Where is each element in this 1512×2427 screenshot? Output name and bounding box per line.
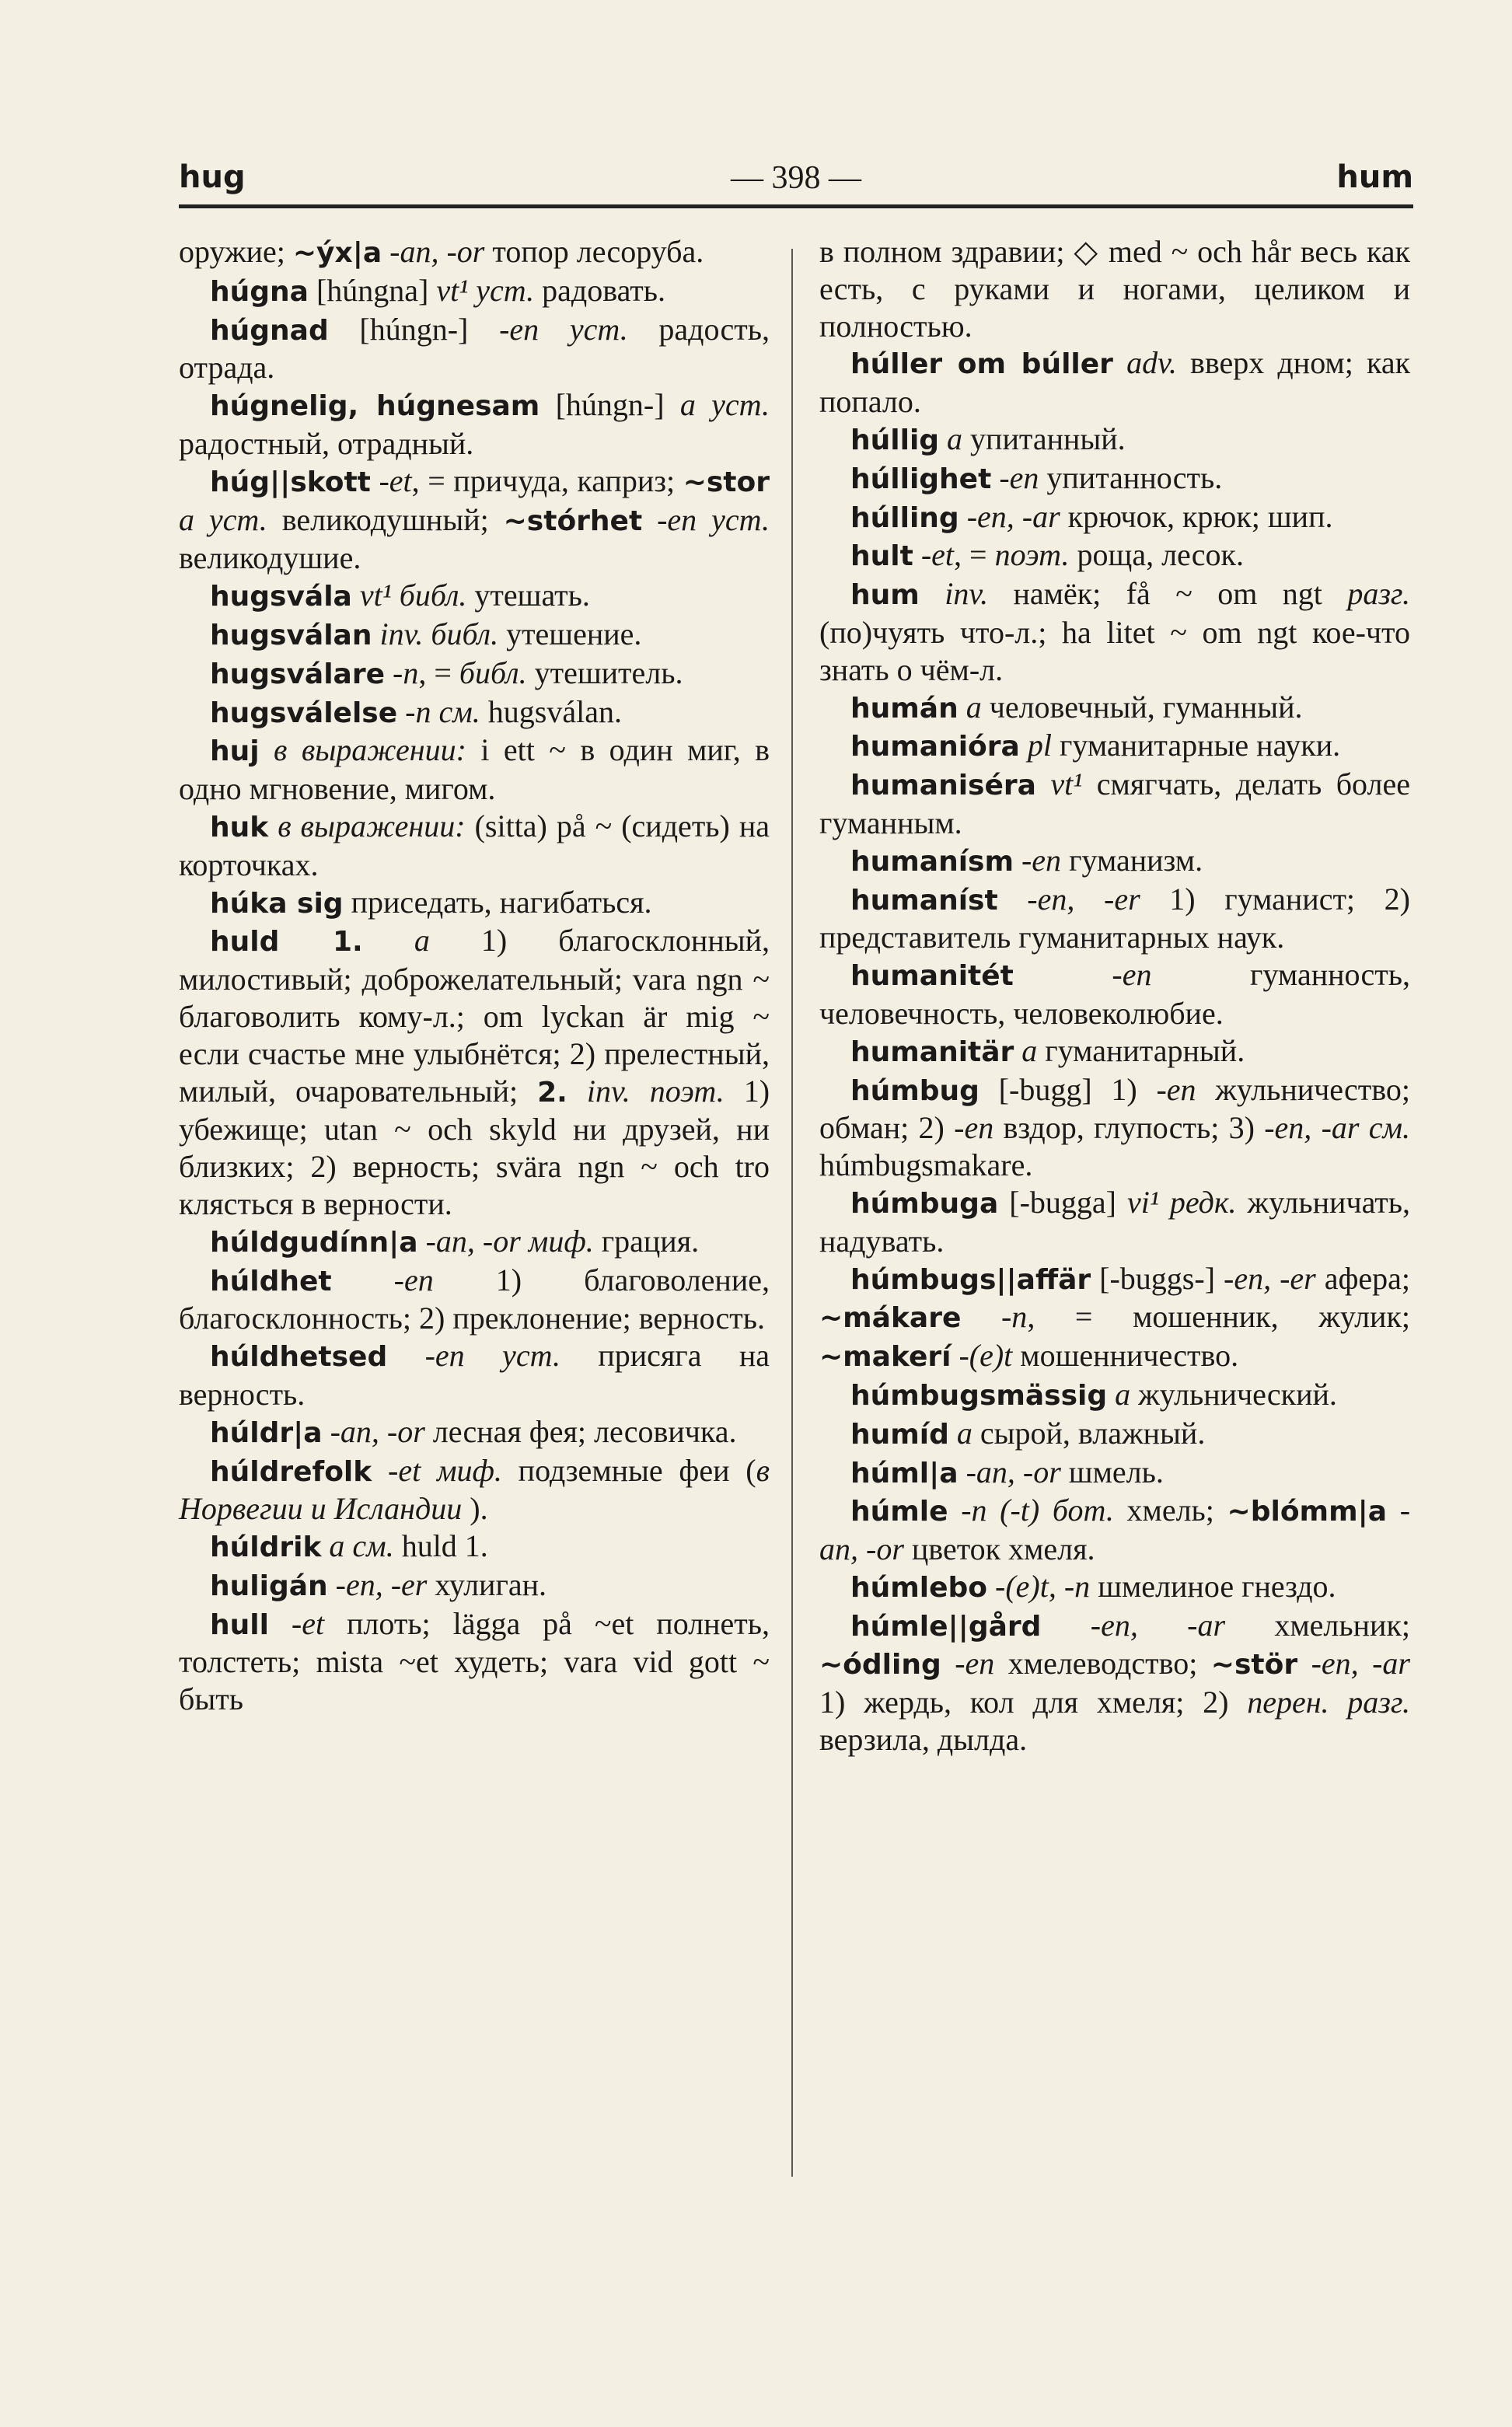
grammar-note: -an, -or [819, 1493, 1411, 1567]
entry-text: [húngna] [308, 272, 437, 308]
entry-text [1014, 843, 1021, 878]
entry-text [268, 808, 278, 843]
grammar-note: inv. библ. [379, 616, 499, 651]
headword: húg||skott [210, 466, 371, 498]
dictionary-entry [179, 655, 770, 693]
grammar-note: vi¹ редк. [1126, 1184, 1237, 1220]
headword: ~stör [1210, 1649, 1298, 1681]
entry-text [321, 1528, 329, 1563]
dictionary-entry [819, 689, 1410, 728]
grammar-note: -(e)t [959, 1338, 1013, 1374]
entry-text [991, 460, 999, 495]
grammar-note: -en уст. [657, 501, 770, 537]
header-rule [179, 204, 1413, 208]
entry-text: человечный, гуманный. [981, 689, 1303, 725]
entry-text [939, 421, 947, 456]
entry-text [961, 1299, 1001, 1334]
entry-text [949, 1416, 957, 1451]
grammar-note: -en [1112, 957, 1152, 993]
entry-text: , = причуда, каприз; [411, 463, 683, 498]
entry-text: hugsválan. [480, 693, 622, 729]
entry-text: присяга на верность. [179, 1338, 770, 1412]
dictionary-entry [819, 1071, 1410, 1184]
entry-text [959, 1454, 966, 1489]
entry-text: хулиган. [427, 1566, 547, 1602]
dictionary-entry [179, 616, 770, 655]
entry-text: [húngn-] [540, 387, 680, 423]
entry-text: намёк; få ~ om ngt [988, 576, 1348, 612]
grammar-note: -et [920, 537, 954, 573]
entry-text: хмельник; [1225, 1607, 1410, 1643]
dictionary-entry [179, 1223, 770, 1262]
grammar-note: -en, -ar [966, 498, 1060, 534]
dictionary-entry [819, 956, 1410, 1032]
grammar-note: -en, -ar [1090, 1607, 1226, 1643]
dictionary-entry [179, 577, 770, 616]
headword: ~makerí [819, 1341, 952, 1374]
entry-text [1387, 1493, 1400, 1528]
dictionary-entry [819, 344, 1410, 421]
entry-text [920, 576, 945, 611]
entry-text: [-bugga] [998, 1184, 1127, 1220]
grammar-note: a [1021, 1032, 1038, 1068]
grammar-note: -en, -er [1224, 1260, 1316, 1296]
entry-text: huld 1. [393, 1528, 488, 1564]
entry-text [372, 616, 379, 651]
entry-text: смягчать, делать более гуманным. [819, 767, 1410, 840]
entry-text [567, 1074, 587, 1109]
grammar-note: -en, -ar см. [1264, 1110, 1411, 1146]
headword: húgnad [210, 314, 329, 347]
headword: húllig [850, 424, 940, 456]
column-divider [791, 249, 793, 2177]
grammar-note: перен. разг. [1247, 1685, 1410, 1720]
dictionary-entry [179, 732, 770, 808]
grammar-note: -et [291, 1605, 325, 1641]
entry-text: ). [462, 1491, 488, 1527]
headword: humanitét [850, 960, 1014, 993]
entry-text [269, 1606, 292, 1641]
headword: hum [850, 579, 920, 612]
entry-text [941, 1646, 955, 1681]
entry-text [385, 655, 393, 690]
entry-text: крючок, крюк; шип. [1060, 498, 1333, 534]
entry-text: 1) благосклонный, милостивый; доброжелательный; vara ngn ~ благоволить кому-л.; om lyckan är mig ~ если счастье мне улыбнётся; 2) прелестный, милый, очаровательный; [179, 923, 770, 1109]
grammar-note: -an, -or [966, 1454, 1061, 1489]
entry-text: утешитель. [526, 655, 683, 690]
headword: ~stórhet [503, 505, 643, 537]
headword: humanitär [850, 1035, 1014, 1068]
entry-text: шмелиное гнездо. [1090, 1568, 1336, 1604]
headword: humaniséra [850, 770, 1036, 802]
grammar-note: a [966, 689, 982, 725]
entry-text: гуманность, человечность, человеколюбие. [819, 957, 1410, 1031]
headword: húldhetsed [210, 1341, 388, 1374]
entry-text: húmbugsmakare. [819, 1147, 1033, 1183]
grammar-note: a [956, 1415, 972, 1451]
dictionary-entry [819, 1492, 1410, 1568]
grammar-note: -n см. [405, 693, 480, 729]
grammar-note: vt¹ уст. [436, 272, 535, 308]
entry-text: оружие; [179, 234, 293, 269]
entry-text [1297, 1646, 1311, 1681]
headword: humán [850, 692, 959, 725]
entry-text [323, 1414, 330, 1449]
headword: huj [210, 735, 260, 768]
entry-text: великодушие. [179, 540, 361, 576]
dictionary-entry [819, 842, 1410, 881]
entry-text [959, 690, 966, 725]
grammar-note: adv. [1126, 345, 1177, 381]
dictionary-entry [819, 1454, 1410, 1493]
dictionary-entry [179, 922, 770, 1222]
headword: húmbug [850, 1074, 979, 1107]
grammar-note: -en [999, 459, 1039, 495]
headword: húmbugs||affär [850, 1263, 1091, 1296]
entry-text [948, 1493, 962, 1528]
grammar-note: -en [1021, 842, 1062, 878]
entry-text: радовать. [534, 272, 666, 308]
grammar-note: в Норвегии и Исландии [179, 1452, 770, 1527]
grammar-note: -an, -or [389, 234, 485, 269]
left-column [179, 233, 770, 1718]
dictionary-entry [179, 693, 770, 732]
headword: húllighet [850, 463, 992, 495]
entry-text: гуманитарные науки. [1051, 728, 1341, 763]
grammar-note: разг. [1347, 576, 1411, 612]
dictionary-entry [179, 884, 770, 923]
entry-text: лесная фея; лесовичка. [424, 1413, 737, 1449]
entry-text [418, 1224, 426, 1259]
entry-text: 1) благоволение, благосклонность; 2) преклонение; верность. [179, 1262, 770, 1336]
header-right-guideword: hum [1336, 159, 1413, 195]
headword: húmbuga [850, 1187, 999, 1220]
dictionary-entry [179, 233, 770, 272]
dictionary-entry [819, 1415, 1410, 1454]
entry-text: , = [418, 655, 459, 690]
grammar-note: -en, -ar [1311, 1646, 1410, 1681]
headword: húller om búller [850, 348, 1113, 381]
grammar-note: -et [379, 463, 412, 498]
entry-text: цветок хмеля. [903, 1531, 1095, 1567]
entry-text: вздор, глупость; 3) [993, 1110, 1265, 1146]
dictionary-entry [819, 1032, 1410, 1071]
grammar-note: a уст. [179, 501, 267, 537]
headword: húldrefolk [210, 1455, 372, 1488]
grammar-note: -n [1000, 1299, 1028, 1335]
entry-text: в полном здравии; ◇ med ~ och hår весь как есть, с руками и ногами, целиком и полностью. [819, 234, 1410, 344]
entry-text: мошенничество. [1012, 1338, 1239, 1374]
dictionary-entry [179, 311, 770, 387]
headword: humanióra [850, 731, 1020, 763]
entry-text [382, 234, 389, 269]
grammar-note: -n (-t) бот. [961, 1493, 1114, 1528]
headword: hugsválelse [210, 697, 398, 729]
entry-text: роща, лесок. [1069, 537, 1244, 573]
headword: húgna [210, 275, 309, 308]
dictionary-entry [819, 575, 1410, 688]
headword: hult [850, 540, 913, 573]
entry-text: гуманизм. [1061, 842, 1203, 878]
dictionary-entry [179, 1528, 770, 1566]
right-column [819, 233, 1410, 1758]
entry-text [352, 578, 360, 613]
entry-text: упитанный. [962, 421, 1126, 456]
headword: húldhet [210, 1265, 332, 1297]
grammar-note: -en [393, 1262, 434, 1297]
dictionary-entry [819, 1568, 1410, 1607]
entry-text: , = [954, 537, 995, 573]
entry-text [913, 537, 921, 572]
headword: ~mákare [819, 1302, 962, 1335]
entry-text: жульничать, надувать. [819, 1184, 1411, 1259]
entry-text: [húngn-] [328, 311, 500, 347]
entry-text: приседать, нагибаться. [343, 884, 652, 920]
dictionary-entry [819, 881, 1410, 957]
grammar-note: vt¹ [1050, 767, 1083, 802]
entry-text: сырой, влажный. [972, 1415, 1206, 1451]
headword: huligán [210, 1570, 328, 1602]
entry-text: (по)чуять что-л.; ha litet ~ om ngt кое-что знать о чём-л. [819, 614, 1410, 687]
headword: húldr|a [210, 1416, 323, 1449]
entry-text [959, 499, 967, 534]
entry-text [1014, 1033, 1021, 1068]
headword: ~blómm|a [1227, 1496, 1388, 1528]
dictionary-entry [179, 463, 770, 577]
entry-text: упитанность. [1039, 459, 1223, 495]
entry-text: 1) гуманист; 2) представитель гуманитарных наук. [819, 881, 1410, 955]
dictionary-entry [819, 1607, 1410, 1758]
entry-text: великодушный; [267, 501, 504, 537]
grammar-note: -en уст. [424, 1338, 560, 1374]
entry-text [328, 1567, 336, 1602]
dictionary-entry [819, 1376, 1410, 1415]
entry-text: вверх дном; как попало. [819, 345, 1411, 420]
dictionary-entry [819, 498, 1410, 537]
headword: ~ódling [819, 1649, 941, 1681]
page-header [179, 159, 1413, 206]
entry-text: [-bugg] 1) [979, 1071, 1157, 1107]
dictionary-entry [819, 536, 1410, 575]
dictionary-entry [179, 1566, 770, 1605]
entry-text: утешать. [466, 578, 590, 613]
dictionary-entry [179, 1452, 770, 1528]
headword: huk [210, 811, 269, 843]
grammar-note: pl [1027, 728, 1052, 763]
grammar-note: библ. [459, 655, 527, 690]
dictionary-entry [179, 808, 770, 884]
entry-text: , = мошенник, жулик; [1027, 1299, 1410, 1335]
entry-text [260, 732, 274, 767]
entry-text [998, 882, 1028, 917]
dictionary-entry [179, 386, 770, 463]
entry-text: жульнический. [1130, 1376, 1337, 1412]
dictionary-entry [179, 1337, 770, 1413]
entry-text: жульничество; обман; 2) [819, 1071, 1410, 1146]
entry-text [372, 1453, 388, 1488]
grammar-note: -en, -er [1027, 881, 1140, 917]
dictionary-entry [819, 459, 1410, 498]
grammar-note: a уст. [679, 387, 770, 423]
entry-text [397, 694, 405, 729]
headword: húldgudínn|a [210, 1226, 418, 1259]
entry-text: (sitta) på ~ (сидеть) на корточках. [179, 808, 770, 882]
headword: humanísm [850, 845, 1014, 878]
grammar-note: в выражении: [274, 732, 466, 768]
entry-text: хмелеводство; [994, 1646, 1211, 1681]
headword: hull [210, 1608, 269, 1641]
headword: húgnelig, húgnesam [210, 390, 540, 423]
entry-text [387, 1338, 424, 1373]
grammar-note: a [1115, 1376, 1131, 1412]
dictionary-entry [819, 233, 1410, 344]
grammar-note: a [414, 923, 430, 959]
grammar-note: -(e)t, -n [995, 1568, 1091, 1604]
grammar-note: поэт. [994, 537, 1070, 573]
entry-text: шмель. [1060, 1454, 1164, 1489]
entry-text [1020, 728, 1028, 763]
entry-text: хмель; [1113, 1493, 1227, 1528]
grammar-note: -en, -er [335, 1566, 428, 1602]
dictionary-entry [179, 1413, 770, 1452]
grammar-note: -en [954, 1110, 994, 1146]
headword: húmlebo [850, 1571, 988, 1604]
grammar-note: vt¹ библ. [359, 578, 467, 613]
headword: húmbugsmässig [850, 1379, 1108, 1412]
dictionary-entry [179, 272, 770, 311]
entry-text [987, 1569, 995, 1604]
entry-text [1036, 767, 1051, 801]
entry-text: плоть; lägga på ~et полнеть, толстеть; mista ~et худеть; vara vid gott ~ быть [179, 1605, 770, 1717]
entry-text: [-buggs-] [1091, 1260, 1224, 1296]
dictionary-entry [179, 1262, 770, 1338]
dictionary-entry [819, 1184, 1410, 1260]
dictionary-entry [179, 1605, 770, 1718]
headword: húlling [850, 501, 959, 534]
entry-text [642, 502, 657, 537]
page-number: — 398 — [731, 160, 861, 196]
grammar-note: inv. [945, 576, 989, 612]
entry-text [1107, 1377, 1115, 1412]
dictionary-entry [819, 766, 1410, 842]
headword: humíd [850, 1418, 949, 1451]
dictionary-entry [819, 421, 1410, 459]
entry-text: афера; [1315, 1260, 1410, 1296]
entry-text: радостный, отрадный. [179, 425, 474, 461]
headword: húml|a [850, 1457, 959, 1489]
headword: huld 1. [210, 926, 363, 959]
entry-text [951, 1338, 959, 1373]
grammar-note: a см. [329, 1528, 394, 1564]
entry-text: верзила, дылда. [819, 1722, 1028, 1758]
entry-text: i ett ~ в один миг, в одно мгновение, мигом. [179, 732, 770, 807]
headword: humaníst [850, 884, 998, 917]
headword: ~ýx|a [292, 237, 382, 269]
entry-text: подземные феи ( [501, 1452, 756, 1488]
grammar-note: -en [955, 1646, 995, 1681]
headword: hugsválan [210, 619, 372, 651]
grammar-note: -en уст. [499, 311, 628, 347]
entry-text: 1) жердь, кол для хмеля; 2) [819, 1685, 1248, 1720]
entry-text: утешение. [498, 616, 642, 651]
dictionary-entry [819, 1260, 1410, 1376]
headword: 2. [537, 1076, 567, 1109]
entry-text: грация. [593, 1223, 700, 1259]
entry-text: радость, отрада. [179, 311, 770, 386]
headword: hugsválare [210, 658, 386, 690]
grammar-note: -n [393, 655, 419, 690]
entry-text [363, 923, 414, 958]
grammar-note: -en [1156, 1071, 1196, 1107]
headword: hugsvála [210, 581, 352, 613]
dictionary-entry [819, 727, 1410, 766]
headword: húmle||gård [850, 1610, 1042, 1643]
grammar-note: -an, -or [330, 1413, 425, 1449]
entry-text [332, 1262, 394, 1297]
headword: húka sig [210, 887, 344, 920]
grammar-note: в выражении: [278, 808, 466, 843]
entry-text: гуманитарный. [1037, 1032, 1245, 1068]
header-left-guideword: hug [179, 159, 246, 195]
entry-text [1113, 345, 1126, 380]
headword: húldrik [210, 1531, 322, 1564]
entry-text [1041, 1608, 1090, 1643]
headword: húmle [850, 1496, 948, 1528]
entry-text: топор лесоруба. [484, 234, 704, 269]
entry-text [1014, 957, 1112, 992]
grammar-note: inv. поэт. [586, 1073, 725, 1109]
grammar-note: -an, -or миф. [425, 1223, 594, 1259]
entry-text: 1) убежище; utan ~ och skyld ни друзей, ни близких; 2) верность; svära ngn ~ och tro клясться в верности. [179, 1073, 770, 1221]
grammar-note: -et миф. [388, 1452, 502, 1488]
headword: ~stor [683, 466, 770, 498]
grammar-note: a [947, 421, 963, 456]
entry-text [371, 463, 379, 498]
